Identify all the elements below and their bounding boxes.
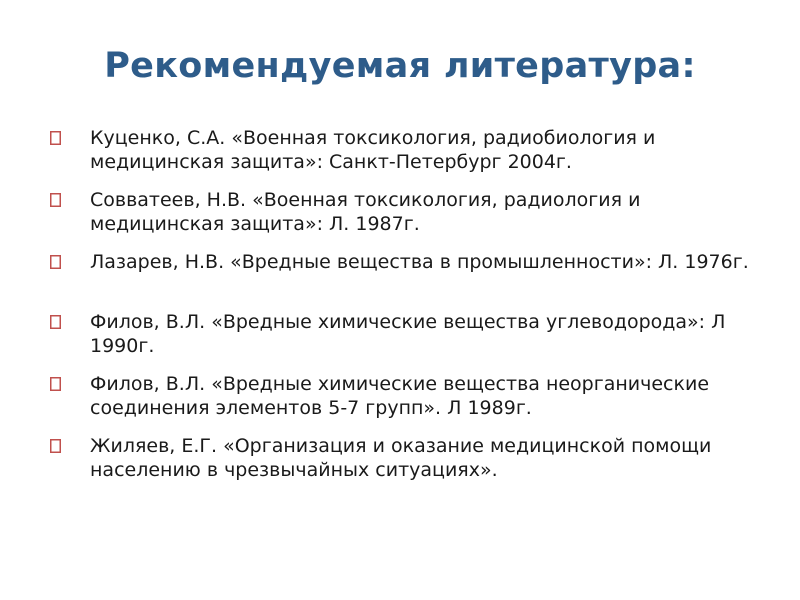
- list-item-text: Куценко, С.А. «Военная токсикология, радиобиология и медицинская защита»: Санкт-Петербург 2004г.: [90, 127, 656, 173]
- hollow-box-bullet-icon: [50, 372, 64, 396]
- hollow-box-bullet-icon: [50, 126, 64, 150]
- list-item: [50, 310, 770, 358]
- list-item: [50, 250, 770, 274]
- list-item: [50, 188, 770, 236]
- list-item-text: Жиляев, Е.Г. «Организация и оказание медицинской помощи населению в чрезвычайных ситуациях».: [90, 435, 712, 481]
- hollow-box-bullet-icon: [50, 250, 64, 274]
- list-item-text: Филов, В.Л. «Вредные химические вещества углеводорода»: Л 1990г.: [90, 311, 726, 357]
- hollow-box-bullet-icon: [50, 188, 64, 212]
- list-item: [50, 434, 770, 482]
- literature-list: [50, 126, 770, 482]
- list-item: [50, 126, 770, 174]
- list-item-text: Совватеев, Н.В. «Военная токсикология, радиология и медицинская защита»: Л. 1987г.: [90, 189, 641, 235]
- slide-title: Рекомендуемая литература:: [104, 46, 696, 86]
- list-item-text: Лазарев, Н.В. «Вредные вещества в промышленности»: Л. 1976г.: [90, 251, 749, 273]
- hollow-box-bullet-icon: [50, 434, 64, 458]
- hollow-box-bullet-icon: [50, 310, 64, 334]
- list-item-text: Филов, В.Л. «Вредные химические вещества неорганические соединения элементов 5-7 групп». Л 1989г.: [90, 373, 710, 419]
- list-item: [50, 372, 770, 420]
